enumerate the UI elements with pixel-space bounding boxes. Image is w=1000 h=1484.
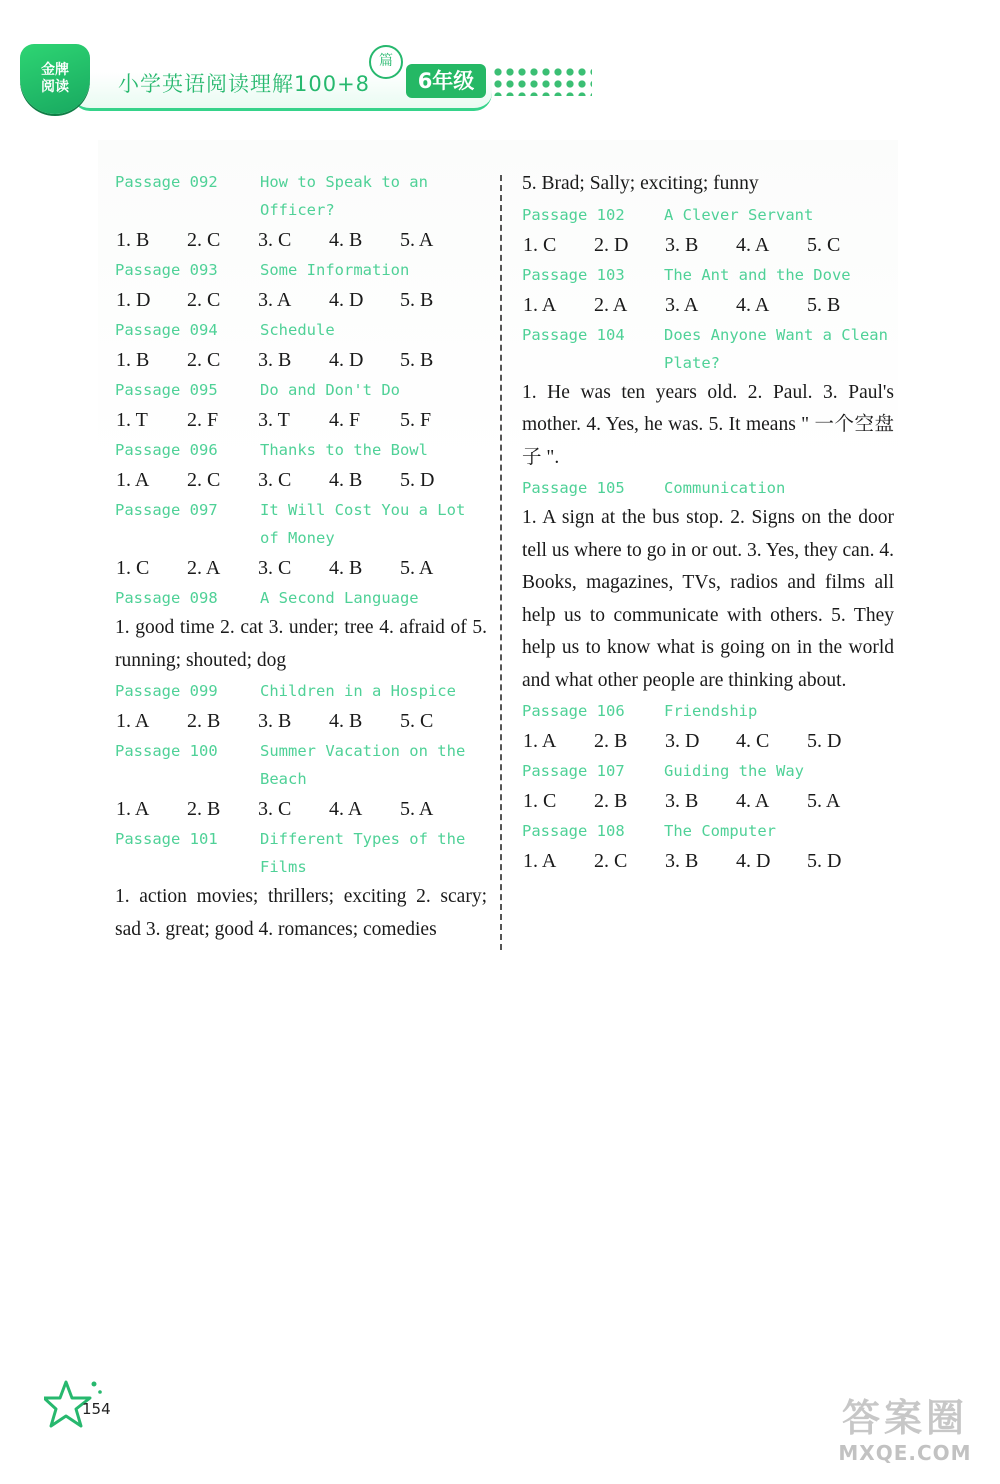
passage-entry <box>115 376 487 436</box>
passage-entry <box>522 168 894 201</box>
answer-item: 1. B <box>116 229 150 251</box>
answer-item: 5. B <box>807 293 841 316</box>
answer-item: 1. A <box>116 710 150 732</box>
passage-entry <box>115 825 487 946</box>
answer-item: 1. A <box>523 850 557 872</box>
answer-item: 3. C <box>258 229 292 251</box>
passage-entry <box>522 474 894 697</box>
answer-item: 4. A <box>736 293 770 316</box>
answer-item: 4. A <box>736 233 770 256</box>
answer-item: 2. F <box>187 409 219 431</box>
passage-number: Passage 107 <box>522 762 625 780</box>
watermark <box>820 1395 990 1475</box>
grade-label: 6年级 <box>406 64 486 98</box>
right-column <box>522 168 894 877</box>
answer-item: 1. C <box>116 557 150 579</box>
passage-number: Passage 100 <box>115 742 218 760</box>
answer-item: 3. B <box>258 710 292 732</box>
passage-entry <box>522 697 894 757</box>
answer-item: 2. C <box>187 289 221 311</box>
watermark-url: MXQE.COM <box>838 1441 972 1465</box>
answer-item: 2. B <box>594 790 628 812</box>
passage-number: Passage 105 <box>522 479 625 497</box>
passage-title: How to Speak to an Officer? <box>260 173 428 219</box>
passage-number: Passage 101 <box>115 830 218 848</box>
answer-row <box>523 785 894 817</box>
passage-entry <box>522 817 894 877</box>
badge-line1: 金牌 <box>41 62 69 78</box>
passage-title: The Ant and the Dove <box>664 265 851 284</box>
answer-item: 5. A <box>807 790 841 812</box>
passage-title: Thanks to the Bowl <box>260 441 428 459</box>
answer-row <box>523 845 894 877</box>
answer-item: 2. A <box>187 557 221 579</box>
passage-title: Different Types of the Films <box>260 830 466 876</box>
diamond-pattern <box>492 66 592 96</box>
answer-item: 4. F <box>329 409 361 431</box>
answer-item: 2. C <box>187 229 221 251</box>
answer-item: 2. B <box>187 798 221 820</box>
answer-item: 2. C <box>187 469 221 491</box>
passage-number: Passage 093 <box>115 261 218 279</box>
answer-item: 1. T <box>116 409 148 431</box>
answer-item: 4. A <box>736 790 770 812</box>
passage-number: Passage 099 <box>115 682 218 700</box>
left-column <box>115 168 487 946</box>
passage-entry <box>115 436 487 496</box>
answer-item: 5. D <box>807 730 842 752</box>
answer-item: 2. A <box>594 293 628 316</box>
answer-item: 4. B <box>329 710 363 732</box>
answer-row <box>523 725 894 757</box>
passage-title: A Clever Servant <box>664 205 814 224</box>
answer-item: 2. B <box>187 710 221 732</box>
answer-row <box>116 344 487 376</box>
passage-title: It Will Cost You a Lot of Money <box>260 501 466 547</box>
passage-entry <box>522 261 894 321</box>
page-number: 154 <box>82 1400 111 1418</box>
passage-entry <box>115 737 487 825</box>
passage-number: Passage 108 <box>522 822 625 840</box>
passage-heading <box>115 436 487 464</box>
watermark-cn: 答案圈 <box>841 1396 968 1440</box>
answer-text: 1. good time 2. cat 3. under; tree 4. afraid of 5. running; shouted; dog <box>115 617 487 671</box>
passage-heading <box>115 737 487 793</box>
answer-item: 4. B <box>329 557 363 579</box>
passage-entry <box>115 256 487 316</box>
passage-number: Passage 102 <box>522 205 625 224</box>
answer-text: 1. He was ten years old. 2. Paul. 3. Paul's mother. 4. Yes, he was. 5. It means " 一个空盘子 ". <box>522 381 894 468</box>
answer-item: 1. A <box>116 798 150 820</box>
answer-item: 2. D <box>594 233 629 256</box>
passage-title: Children in a Hospice <box>260 682 456 700</box>
passage-title: A Second Language <box>260 589 419 607</box>
answer-item: 3. B <box>665 850 699 872</box>
answer-item: 1. C <box>523 233 557 256</box>
answer-item: 2. C <box>594 850 628 872</box>
answer-item: 3. T <box>258 409 290 431</box>
passage-number: Passage 095 <box>115 381 218 399</box>
passage-heading <box>115 256 487 284</box>
passage-number: Passage 094 <box>115 321 218 339</box>
passage-number: Passage 104 <box>522 325 625 344</box>
answer-item: 5. C <box>400 710 434 732</box>
passage-heading <box>522 201 894 229</box>
passage-number: Passage 096 <box>115 441 218 459</box>
answer-text: 1. action movies; thrillers; exciting 2. scary; sad 3. great; good 4. romances; comedies <box>115 886 487 940</box>
answer-item: 3. A <box>258 289 292 311</box>
answer-row <box>523 229 894 261</box>
passage-entry <box>115 168 487 256</box>
passage-heading <box>522 697 894 725</box>
passage-heading <box>115 376 487 404</box>
answer-item: 3. A <box>665 293 699 316</box>
passage-heading <box>522 817 894 845</box>
passage-heading <box>115 584 487 612</box>
passage-title: Summer Vacation on the Beach <box>260 742 466 788</box>
answer-item: 5. D <box>400 469 435 491</box>
answer-item: 3. D <box>665 730 700 752</box>
answer-row <box>116 404 487 436</box>
passage-entry <box>522 321 894 475</box>
passage-heading <box>115 825 487 881</box>
answer-item: 5. A <box>400 229 434 251</box>
answer-text: 5. Brad; Sally; exciting; funny <box>522 173 759 194</box>
answer-row <box>116 793 487 825</box>
passage-title: Schedule <box>260 321 335 339</box>
passage-heading <box>522 474 894 502</box>
passage-entry <box>522 757 894 817</box>
answer-item: 4. C <box>736 730 770 752</box>
passage-title: Do and Don't Do <box>260 381 400 399</box>
passage-heading <box>115 168 487 224</box>
answer-item: 3. B <box>665 790 699 812</box>
answer-row <box>116 705 487 737</box>
passage-heading <box>115 316 487 344</box>
passage-entry <box>522 201 894 261</box>
answer-row <box>116 284 487 316</box>
column-divider <box>500 175 502 950</box>
answer-item: 1. A <box>116 469 150 491</box>
page-header <box>14 40 614 120</box>
passage-title: Some Information <box>260 261 410 279</box>
passage-number: Passage 092 <box>115 173 218 191</box>
answer-item: 4. A <box>329 798 363 820</box>
answer-item: 3. C <box>258 557 292 579</box>
answer-item: 1. C <box>523 790 557 812</box>
passage-number: Passage 097 <box>115 501 218 519</box>
answer-text: 1. A sign at the bus stop. 2. Signs on the door tell us where to go in or out. 3. Yes, they can. 4. Books, magazines, TVs, radios and films all help us to communicate with others. 5. They help us to know what is going on in the world and what other people are thinking about. <box>522 507 894 691</box>
passage-title: Communication <box>664 479 786 497</box>
answer-item: 4. B <box>329 469 363 491</box>
answer-item: 4. D <box>329 349 364 371</box>
answer-item: 3. C <box>258 469 292 491</box>
series-badge <box>20 44 90 114</box>
passage-title: Guiding the Way <box>664 762 804 780</box>
passage-entry <box>115 316 487 376</box>
book-title: 小学英语阅读理解100+8 <box>118 72 371 96</box>
answer-item: 3. B <box>258 349 292 371</box>
answer-row <box>116 224 487 256</box>
answer-item: 4. D <box>329 289 364 311</box>
answer-item: 5. A <box>400 798 434 820</box>
answer-item: 5. B <box>400 289 434 311</box>
passage-heading <box>522 757 894 785</box>
answer-item: 1. A <box>523 293 557 316</box>
answer-item: 5. C <box>807 233 841 256</box>
answer-item: 5. F <box>400 409 432 431</box>
passage-number: Passage 103 <box>522 265 625 284</box>
answer-item: 4. D <box>736 850 771 872</box>
plus-mark: 篇 <box>369 45 403 79</box>
answer-item: 1. B <box>116 349 150 371</box>
passage-entry <box>115 496 487 584</box>
answer-row <box>523 289 894 321</box>
answer-item: 4. B <box>329 229 363 251</box>
passage-heading <box>522 321 894 377</box>
passage-heading <box>115 496 487 552</box>
answer-item: 2. B <box>594 730 628 752</box>
answer-row <box>116 464 487 496</box>
passage-heading <box>115 677 487 705</box>
passage-title: Friendship <box>664 702 758 720</box>
answer-item: 3. C <box>258 798 292 820</box>
passage-title: Does Anyone Want a Clean Plate? <box>664 325 888 372</box>
passage-entry <box>115 584 487 677</box>
passage-entry <box>115 677 487 737</box>
answer-item: 2. C <box>187 349 221 371</box>
passage-title: The Computer <box>664 822 776 840</box>
answer-item: 5. D <box>807 850 842 872</box>
passage-number: Passage 106 <box>522 702 625 720</box>
passage-number: Passage 098 <box>115 589 218 607</box>
answer-item: 1. D <box>116 289 151 311</box>
answer-item: 3. B <box>665 233 699 256</box>
answer-item: 5. A <box>400 557 434 579</box>
answer-item: 1. A <box>523 730 557 752</box>
answer-row <box>116 552 487 584</box>
badge-line2: 阅读 <box>41 79 69 95</box>
passage-heading <box>522 261 894 289</box>
answer-item: 5. B <box>400 349 434 371</box>
